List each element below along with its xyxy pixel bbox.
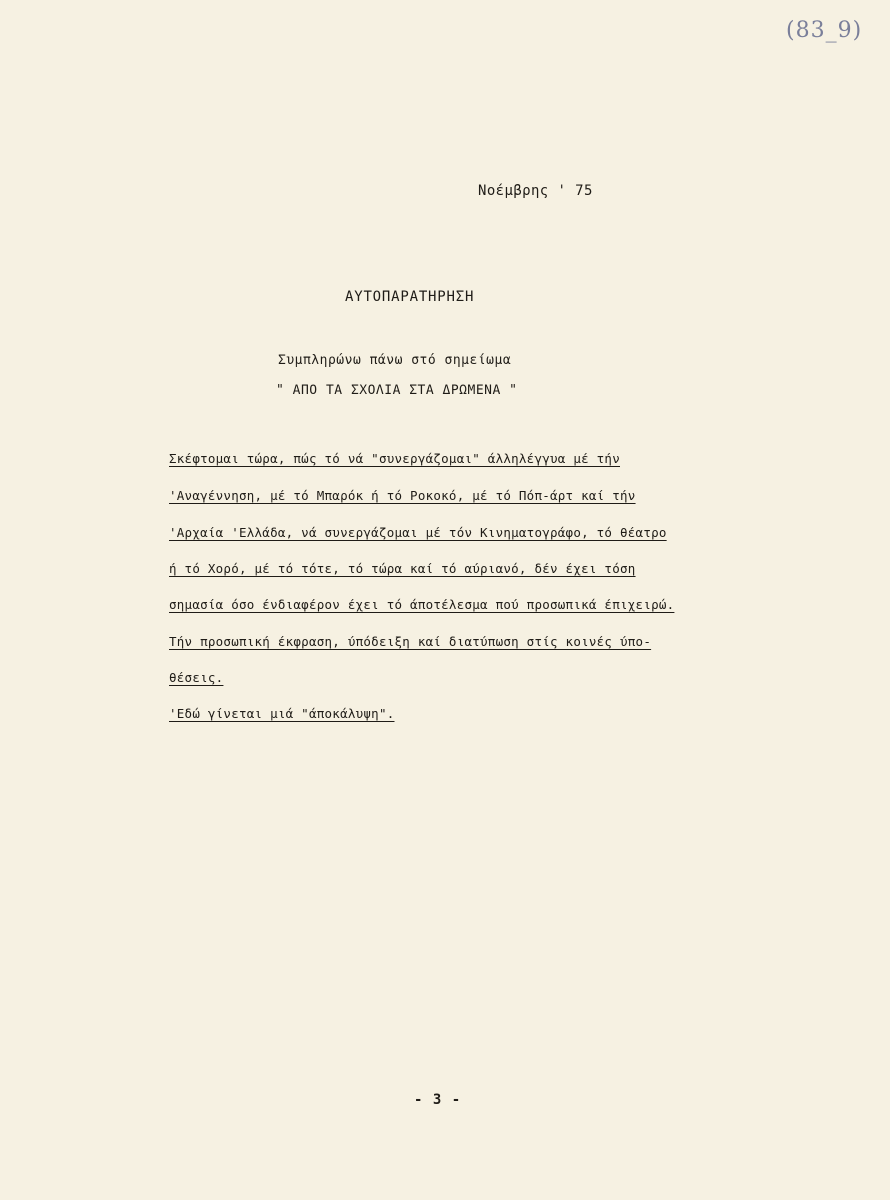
body-line-3: 'Αρχαία 'Ελλάδα, νά συνεργάζομαι μέ τόν Κινηματογράφο, τό θέατρο bbox=[169, 525, 667, 540]
body-line-7: θέσεις. bbox=[169, 670, 224, 685]
body-line-1: Σκέφτομαι τώρα, πώς τό νά "συνεργάζομαι" άλληλέγγυα μέ τήν bbox=[169, 451, 620, 466]
body-line-8: 'Εδώ γίνεται μιά "άποκάλυψη". bbox=[169, 706, 395, 721]
page-number: - 3 - bbox=[414, 1092, 462, 1108]
body-line-2: 'Αναγέννηση, μέ τό Μπαρόκ ή τό Ροκοκό, μέ τό Πόπ-άρτ καί τήν bbox=[169, 488, 636, 503]
subtitle-line-1: Συμπληρώνω πάνω στό σημείωμα bbox=[278, 353, 512, 368]
archive-handwritten-mark: (83_9) bbox=[786, 18, 863, 43]
document-title: ΑΥΤΟΠΑΡΑΤΗΡΗΣΗ bbox=[345, 289, 475, 305]
body-line-6: Τήν προσωπική έκφραση, ύπόδειξη καί διατύπωση στίς κοινές ύπο- bbox=[169, 634, 652, 649]
body-line-4: ή τό Χορό, μέ τό τότε, τό τώρα καί τό αύριανό, δέν έχει τόση bbox=[169, 561, 636, 576]
body-line-5: σημασία όσο ένδιαφέρον έχει τό άποτέλεσμα πού προσωπικά έπιχειρώ. bbox=[169, 597, 675, 612]
document-date: Νοέμβρης ' 75 bbox=[478, 183, 593, 199]
subtitle-line-2: " ΑΠΟ ΤΑ ΣΧΟΛΙΑ ΣΤΑ ΔΡΩΜΕΝΑ " bbox=[276, 383, 518, 398]
